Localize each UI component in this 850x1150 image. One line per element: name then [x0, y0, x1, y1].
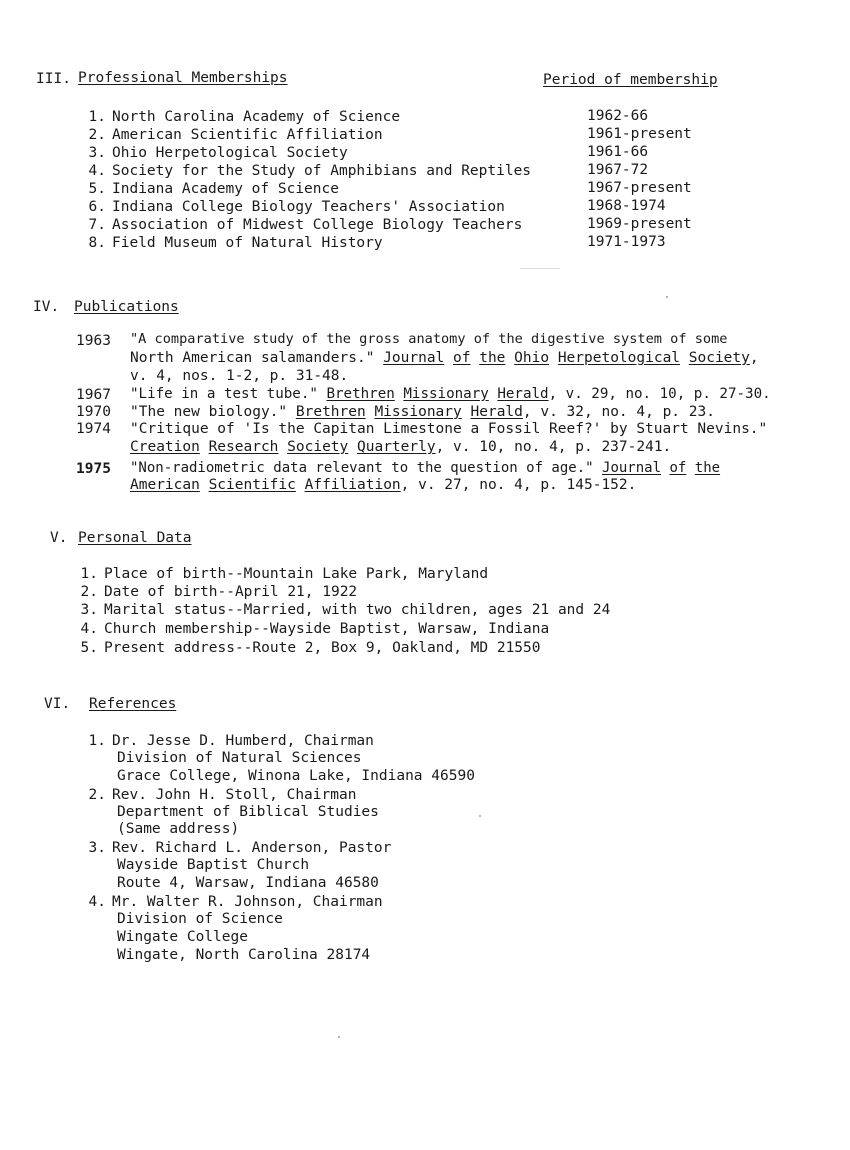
reference-line: Wingate, North Carolina 28174 — [117, 947, 371, 963]
reference-line: Wayside Baptist Church — [117, 857, 310, 873]
scan-speck — [479, 815, 481, 817]
reference-line: Route 4, Warsaw, Indiana 46580 — [117, 875, 379, 891]
personal-numeral: V. — [50, 530, 68, 546]
publication-year: 1975 — [76, 461, 111, 477]
reference-item: 4. Mr. Walter R. Johnson, Chairman — [88, 894, 383, 910]
membership-item: 6. Indiana College Biology Teachers' Association — [88, 199, 505, 215]
publication-year: 1974 — [76, 421, 111, 437]
reference-line: Division of Science — [117, 911, 283, 927]
references-numeral: VI. — [44, 696, 71, 712]
membership-period: 1968-1974 — [587, 198, 666, 214]
publication-1963-line2: North American salamanders." Journal of the Ohio Herpetological Society, — [130, 350, 759, 366]
membership-period: 1971-1973 — [587, 234, 666, 250]
publication-1963-line1: "A comparative study of the gross anatomy of the digestive system of some — [130, 331, 728, 347]
membership-item: 8. Field Museum of Natural History — [88, 235, 383, 251]
publication-year: 1963 — [76, 333, 111, 349]
publications-numeral: IV. — [33, 299, 60, 315]
publications-heading: Publications — [74, 299, 179, 315]
membership-period: 1962-66 — [587, 108, 649, 124]
membership-item: 2. American Scientific Affiliation — [88, 127, 383, 143]
membership-period: 1967-72 — [587, 162, 649, 178]
personal-item: 3. Marital status--Married, with two children, ages 21 and 24 — [80, 602, 611, 618]
personal-heading: Personal Data — [78, 530, 192, 546]
membership-item: 5. Indiana Academy of Science — [88, 181, 339, 197]
personal-item: 1. Place of birth--Mountain Lake Park, Maryland — [80, 566, 489, 582]
period-heading: Period of membership — [543, 72, 718, 88]
membership-period: 1961-66 — [587, 144, 649, 160]
publication-1974-line2: Creation Research Society Quarterly, v. 10, no. 4, p. 237-241. — [130, 439, 672, 455]
scan-speck — [520, 268, 560, 269]
reference-line: Division of Natural Sciences — [117, 750, 362, 766]
memberships-heading: Professional Memberships — [78, 70, 288, 86]
publication-1963-line3: v. 4, nos. 1-2, p. 31-48. — [130, 368, 349, 384]
reference-line: Department of Biblical Studies — [117, 804, 379, 820]
scan-speck — [666, 296, 668, 298]
publication-year: 1970 — [76, 404, 111, 420]
reference-item: 3. Rev. Richard L. Anderson, Pastor — [88, 840, 392, 856]
reference-line: (Same address) — [117, 821, 240, 837]
publication-1974-line1: "Critique of 'Is the Capitan Limestone a Fossil Reef?' by Stuart Nevins." — [130, 421, 768, 437]
membership-item: 4. Society for the Study of Amphibians and Reptiles — [88, 163, 532, 179]
membership-item: 3. Ohio Herpetological Society — [88, 145, 348, 161]
membership-period: 1967-present — [587, 180, 692, 196]
personal-item: 5. Present address--Route 2, Box 9, Oakland, MD 21550 — [80, 640, 541, 656]
personal-item: 4. Church membership--Wayside Baptist, Warsaw, Indiana — [80, 621, 550, 637]
memberships-numeral: III. — [36, 71, 71, 87]
publication-year: 1967 — [76, 387, 111, 403]
publication-1967: "Life in a test tube." Brethren Missionary Herald, v. 29, no. 10, p. 27-30. — [130, 386, 771, 402]
reference-line: Wingate College — [117, 929, 248, 945]
scan-speck — [338, 1036, 340, 1038]
membership-period: 1969-present — [587, 216, 692, 232]
publication-1970: "The new biology." Brethren Missionary Herald, v. 32, no. 4, p. 23. — [130, 404, 715, 420]
publication-1975-line2: American Scientific Affiliation, v. 27, no. 4, p. 145-152. — [130, 477, 637, 493]
publication-1975-line1: "Non-radiometric data relevant to the question of age." Journal of the — [130, 460, 721, 476]
personal-item: 2. Date of birth--April 21, 1922 — [80, 584, 358, 600]
membership-item: 7. Association of Midwest College Biology Teachers — [88, 217, 523, 233]
reference-line: Grace College, Winona Lake, Indiana 46590 — [117, 768, 475, 784]
references-heading: References — [89, 696, 177, 712]
membership-period: 1961-present — [587, 126, 692, 142]
reference-item: 1. Dr. Jesse D. Humberd, Chairman — [88, 733, 374, 749]
membership-item: 1. North Carolina Academy of Science — [88, 109, 401, 125]
reference-item: 2. Rev. John H. Stoll, Chairman — [88, 787, 357, 803]
